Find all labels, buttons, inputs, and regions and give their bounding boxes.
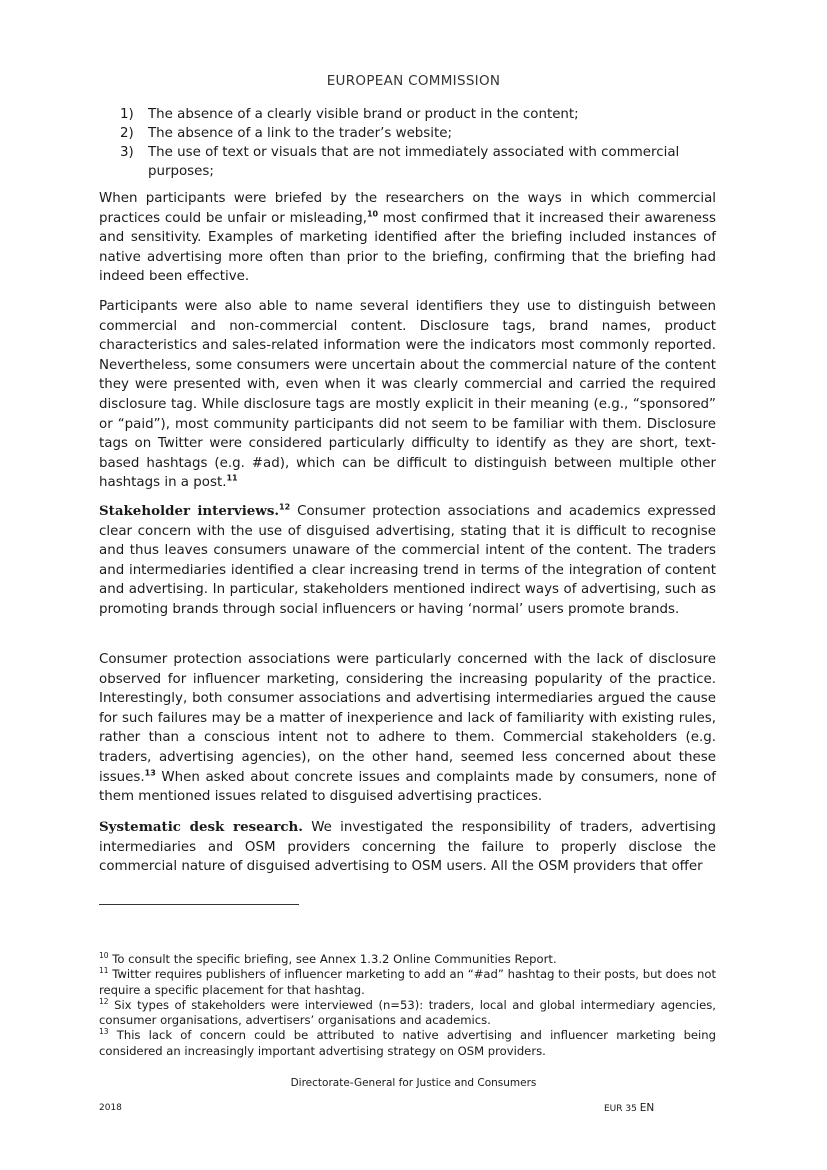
paragraph-briefing — [99, 189, 716, 287]
paragraph-text: Participants were also able to name several identifiers they use to distinguish between commercial and non-commercial content. Disclosure tags, brand names, product characteristics and sales-related information were the indicators most commonly reported. Nevertheless, some consumers were uncertain about the commercial nature of the content they were presented with, even when it was clearly commercial and carried the required disclosure tag. While disclosure tags are mostly explicit in their meaning (e.g., “sponsored” or “paid”), most community participants did not seem to be familiar with them. Disclosure tags on Twitter were considered particularly difficulty to identify as they are short, text-based hashtags (e.g. #ad), which can be difficult to distinguish between multiple other hashtags in a post. — [99, 299, 716, 491]
list-text: The absence of a link to the trader’s website; — [148, 126, 453, 141]
footnote-ref[interactable]: 13 — [144, 768, 156, 778]
paragraph-text: We investigated the responsibility of traders, advertising intermediaries and OSM providers concerning the failure to properly disclose the commercial nature of disguised advertising to OSM users. All the OSM providers that offer — [99, 820, 716, 875]
footnote-text: This lack of concern could be attributed to native advertising and influencer marketing being considered an increasingly important advertising strategy on OSM providers. — [99, 1028, 716, 1058]
paragraph-text: Consumer protection associations and academics expressed clear concern with the use of disguised advertising, stating that it is difficult to recognise and thus leaves consumers unaware of the commercial intent of the content. The traders and intermediaries identified a clear increasing trend in terms of the integration of content and advertising. In particular, stakeholders mentioned indirect ways of advertising, such as promoting brands through social influencers or having ‘normal’ users promote brands. — [99, 504, 716, 617]
paragraph-text: most confirmed that it increased their awareness and sensitivity. Examples of marketing identified after the briefing included instances of native advertising more often than prior to the briefing, confirming that the briefing had indeed been effective. — [99, 210, 716, 285]
list-number: 2) — [120, 126, 134, 141]
paragraph-consumer-protection — [99, 650, 716, 807]
paragraph-text: When asked about concrete issues and complaints made by consumers, none of them mentioned issues related to disguised advertising practices. — [99, 769, 716, 805]
footnote-number: 11 — [99, 966, 109, 976]
list-number: 3) — [120, 145, 134, 160]
paragraph-desk-research — [99, 818, 716, 877]
list-text: The use of text or visuals that are not immediately associated with commercial purposes; — [148, 145, 680, 179]
numbered-list — [120, 105, 720, 181]
footnote-text: To consult the specific briefing, see Annex 1.3.2 Online Communities Report. — [108, 952, 557, 966]
list-item — [120, 105, 720, 124]
footer-ref: EUR 35 — [604, 1104, 637, 1114]
footnote-separator — [99, 904, 299, 905]
list-text: The absence of a clearly visible brand or product in the content; — [148, 107, 579, 122]
list-item — [120, 143, 720, 181]
paragraph-text: When participants were briefed by the researchers on the ways in which commercial practices could be unfair or misleading, — [99, 191, 716, 226]
footnote — [99, 1028, 716, 1059]
paragraph-identifiers — [99, 297, 716, 493]
footnote-ref[interactable]: 11 — [226, 473, 238, 483]
list-item — [120, 124, 720, 143]
footer-year: 2018 — [99, 1103, 122, 1113]
section-heading: Systematic desk research. — [99, 819, 303, 835]
footnote-ref[interactable]: 12 — [279, 502, 291, 512]
footnote — [99, 967, 716, 998]
section-heading: Stakeholder interviews. — [99, 503, 280, 519]
paragraph-stakeholder-interviews — [99, 502, 716, 620]
footer-page-ref — [604, 1102, 654, 1114]
footnote — [99, 998, 716, 1029]
page-header: EUROPEAN COMMISSION — [326, 73, 501, 89]
footer-lang: EN — [639, 1102, 655, 1114]
footnote-text: Twitter requires publishers of influencer marketing to add an “#ad” hashtag to their posts, but does not require a specific placement for that hashtag. — [99, 967, 716, 997]
footnote-ref[interactable]: 10 — [366, 209, 379, 219]
footnotes — [99, 952, 716, 1059]
footer-directorate: Directorate-General for Justice and Consumers — [290, 1077, 537, 1089]
paragraph-text: Consumer protection associations were particularly concerned with the lack of disclosure observed for influencer marketing, considering the increasing popularity of the practice. Interestingly, both consumer associations and advertising intermediaries argued the cause for such failures may be a matter of inexperience and lack of familiarity with existing rules, rather than a conscious intent not to adhere to them. Commercial stakeholders (e.g. traders, advertising agencies), on the other hand, seemed less concerned about these issues. — [99, 652, 716, 785]
footnote-number: 10 — [99, 951, 109, 961]
footnote — [99, 952, 716, 967]
footnote-number: 13 — [99, 1027, 109, 1037]
footnote-text: Six types of stakeholders were interviewed (n=53): traders, local and global intermediary agencies, consumer organisations, advertisers’ organisations and academics. — [99, 997, 716, 1028]
footnote-number: 12 — [99, 997, 109, 1007]
list-number: 1) — [120, 107, 134, 122]
